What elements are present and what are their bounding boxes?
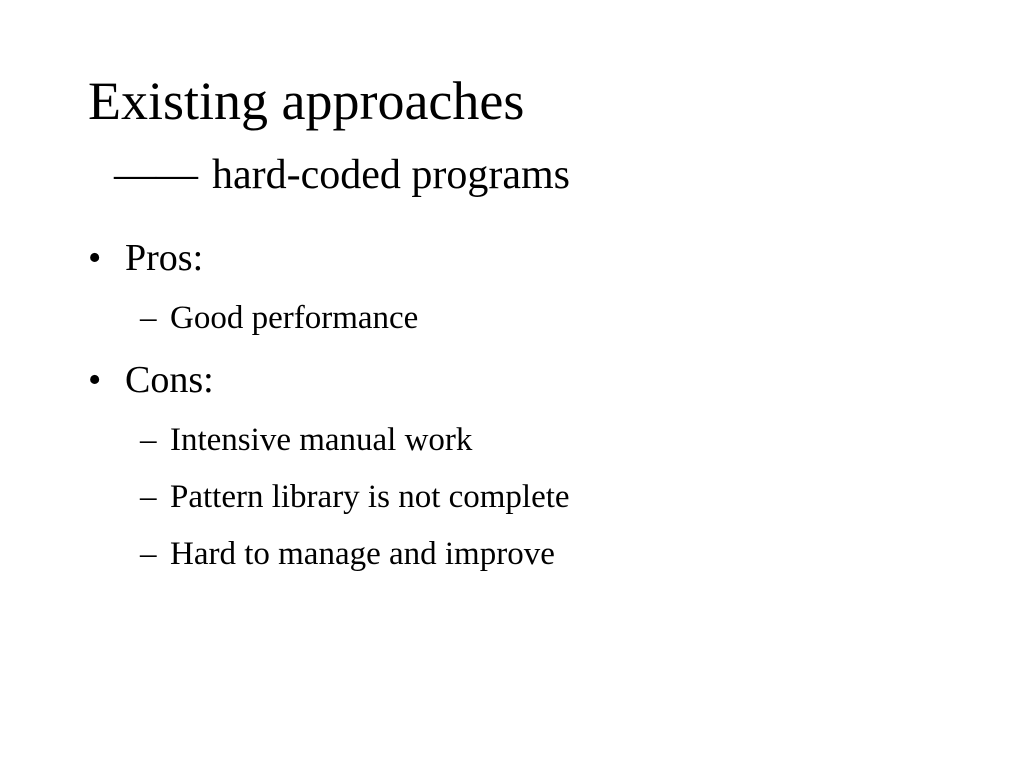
sub-bullet-text: Intensive manual work bbox=[170, 422, 473, 458]
slide-subtitle bbox=[114, 150, 570, 200]
slide-title: Existing approaches bbox=[88, 71, 525, 131]
sub-bullet-hard-to-manage bbox=[140, 534, 555, 574]
sub-bullet-mark: – bbox=[140, 300, 157, 336]
bullet-pros bbox=[88, 236, 203, 280]
subtitle-text: hard-coded programs bbox=[212, 152, 571, 198]
bullet-cons-label: Cons: bbox=[125, 359, 214, 401]
bullet-pros-label: Pros: bbox=[125, 237, 204, 279]
sub-bullet-intensive-manual-work bbox=[140, 420, 472, 460]
sub-bullet-good-performance bbox=[140, 298, 418, 338]
bullet-mark: • bbox=[88, 237, 102, 279]
subtitle-dash: —— bbox=[114, 152, 198, 198]
sub-bullet-mark: – bbox=[140, 536, 157, 572]
bullet-mark: • bbox=[88, 359, 102, 401]
sub-bullet-text: Good performance bbox=[170, 300, 419, 336]
sub-bullet-mark: – bbox=[140, 422, 157, 458]
sub-bullet-mark: – bbox=[140, 479, 157, 515]
sub-bullet-text: Pattern library is not complete bbox=[170, 479, 570, 515]
bullet-cons bbox=[88, 358, 214, 402]
sub-bullet-text: Hard to manage and improve bbox=[170, 536, 555, 572]
sub-bullet-pattern-library bbox=[140, 477, 570, 517]
